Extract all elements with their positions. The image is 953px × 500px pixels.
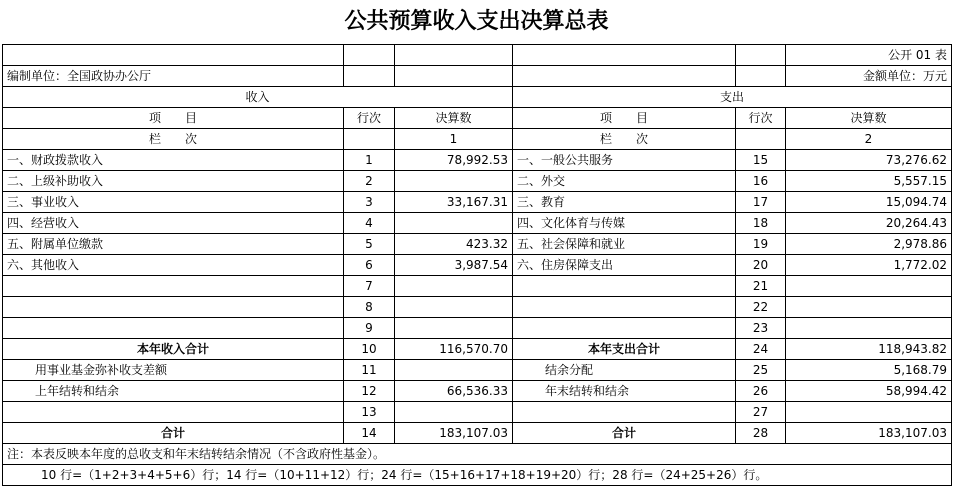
table-row — [3, 402, 952, 423]
income-subtotal-line: 10 — [344, 339, 395, 360]
income-line: 4 — [344, 213, 395, 234]
expense-amount — [786, 402, 952, 423]
expense-amount: 2,978.86 — [786, 234, 952, 255]
expense-amount: 5,168.79 — [786, 360, 952, 381]
income-amount: 3,987.54 — [395, 255, 513, 276]
income-line: 8 — [344, 297, 395, 318]
expense-amount-header: 决算数 — [786, 108, 952, 129]
income-total-line: 14 — [344, 423, 395, 444]
income-item: 四、经营收入 — [3, 213, 344, 234]
income-amount — [395, 213, 513, 234]
table-row — [3, 171, 952, 192]
table-row — [3, 381, 952, 402]
income-amount — [395, 171, 513, 192]
income-section-header: 收入 — [3, 87, 513, 108]
income-line: 5 — [344, 234, 395, 255]
table-row — [3, 234, 952, 255]
expense-section-header: 支出 — [513, 87, 952, 108]
income-subtotal-label: 本年收入合计 — [3, 339, 344, 360]
income-line: 11 — [344, 360, 395, 381]
income-subtotal-amount: 116,570.70 — [395, 339, 513, 360]
expense-amount — [786, 276, 952, 297]
table-row — [3, 150, 952, 171]
expense-line-header: 行次 — [736, 108, 786, 129]
income-total-amount: 183,107.03 — [395, 423, 513, 444]
section-header-row — [3, 87, 952, 108]
expense-amount: 20,264.43 — [786, 213, 952, 234]
income-item — [3, 318, 344, 339]
expense-amount — [786, 297, 952, 318]
expense-item — [513, 318, 736, 339]
income-column-number: 1 — [395, 129, 513, 150]
income-amount: 78,992.53 — [395, 150, 513, 171]
income-item: 一、财政拨款收入 — [3, 150, 344, 171]
income-amount: 33,167.31 — [395, 192, 513, 213]
report-title: 公共预算收入支出决算总表 — [344, 9, 609, 34]
expense-line: 23 — [736, 318, 786, 339]
expense-line: 26 — [736, 381, 786, 402]
expense-line: 22 — [736, 297, 786, 318]
income-amount — [395, 318, 513, 339]
expense-column-label: 栏 次 — [513, 129, 736, 150]
expense-amount: 1,772.02 — [786, 255, 952, 276]
expense-total-amount: 183,107.03 — [786, 423, 952, 444]
form-code-row — [3, 45, 952, 66]
table-row — [3, 276, 952, 297]
expense-line: 20 — [736, 255, 786, 276]
table-row — [3, 192, 952, 213]
expense-line: 18 — [736, 213, 786, 234]
income-item: 五、附属单位缴款 — [3, 234, 344, 255]
expense-item: 五、社会保障和就业 — [513, 234, 736, 255]
expense-item: 三、教育 — [513, 192, 736, 213]
expense-amount: 73,276.62 — [786, 150, 952, 171]
income-amount — [395, 360, 513, 381]
expense-line: 25 — [736, 360, 786, 381]
expense-item-header: 项 目 — [513, 108, 736, 129]
expense-line: 19 — [736, 234, 786, 255]
total-row — [3, 423, 952, 444]
expense-subtotal-amount: 118,943.82 — [786, 339, 952, 360]
income-item-header: 项 目 — [3, 108, 344, 129]
income-amount — [395, 297, 513, 318]
income-amount: 66,536.33 — [395, 381, 513, 402]
expense-column-number: 2 — [786, 129, 952, 150]
income-item: 用事业基金弥补收支差额 — [3, 360, 344, 381]
expense-item: 一、一般公共服务 — [513, 150, 736, 171]
expense-amount: 15,094.74 — [786, 192, 952, 213]
income-line: 3 — [344, 192, 395, 213]
expense-line: 17 — [736, 192, 786, 213]
amount-unit: 金额单位：万元 — [786, 66, 952, 87]
expense-item — [513, 297, 736, 318]
income-item — [3, 297, 344, 318]
budget-table — [2, 44, 952, 486]
income-total-label: 合计 — [3, 423, 344, 444]
compiling-unit: 编制单位：全国政协办公厅 — [3, 66, 344, 87]
expense-subtotal-line: 24 — [736, 339, 786, 360]
income-column-label: 栏 次 — [3, 129, 344, 150]
table-row — [3, 255, 952, 276]
expense-line: 21 — [736, 276, 786, 297]
income-line: 7 — [344, 276, 395, 297]
expense-item — [513, 276, 736, 297]
expense-subtotal-label: 本年支出合计 — [513, 339, 736, 360]
expense-amount: 58,994.42 — [786, 381, 952, 402]
note-row-1 — [3, 444, 952, 465]
column-number-row — [3, 129, 952, 150]
expense-item: 二、外交 — [513, 171, 736, 192]
expense-item: 六、住房保障支出 — [513, 255, 736, 276]
income-line: 2 — [344, 171, 395, 192]
income-amount: 423.32 — [395, 234, 513, 255]
expense-line: 16 — [736, 171, 786, 192]
expense-total-line: 28 — [736, 423, 786, 444]
income-line: 12 — [344, 381, 395, 402]
table-row — [3, 318, 952, 339]
income-item: 二、上级补助收入 — [3, 171, 344, 192]
income-amount — [395, 402, 513, 423]
table-row — [3, 297, 952, 318]
income-item: 上年结转和结余 — [3, 381, 344, 402]
expense-amount: 5,557.15 — [786, 171, 952, 192]
income-line: 1 — [344, 150, 395, 171]
income-item: 三、事业收入 — [3, 192, 344, 213]
expense-line: 15 — [736, 150, 786, 171]
income-line: 6 — [344, 255, 395, 276]
expense-item — [513, 402, 736, 423]
subtotal-row — [3, 339, 952, 360]
unit-row — [3, 66, 952, 87]
note-row-2 — [3, 465, 952, 486]
income-item — [3, 276, 344, 297]
income-item: 六、其他收入 — [3, 255, 344, 276]
income-line: 13 — [344, 402, 395, 423]
note-text-2: 10 行=（1+2+3+4+5+6）行；14 行=（10+11+12）行；24 行=（15+16+17+18+19+20）行；28 行=（24+25+26）行。 — [3, 465, 952, 486]
income-line: 9 — [344, 318, 395, 339]
expense-line: 27 — [736, 402, 786, 423]
column-header-row — [3, 108, 952, 129]
income-item — [3, 402, 344, 423]
expense-total-label: 合计 — [513, 423, 736, 444]
expense-item: 四、文化体育与传媒 — [513, 213, 736, 234]
income-amount — [395, 276, 513, 297]
income-amount-header: 决算数 — [395, 108, 513, 129]
table-row — [3, 213, 952, 234]
income-line-header: 行次 — [344, 108, 395, 129]
note-text-1: 注：本表反映本年度的总收支和年末结转结余情况（不含政府性基金）。 — [3, 444, 952, 465]
form-code: 公开 01 表 — [786, 45, 952, 66]
expense-item: 年末结转和结余 — [513, 381, 736, 402]
table-row — [3, 360, 952, 381]
expense-amount — [786, 318, 952, 339]
expense-item: 结余分配 — [513, 360, 736, 381]
